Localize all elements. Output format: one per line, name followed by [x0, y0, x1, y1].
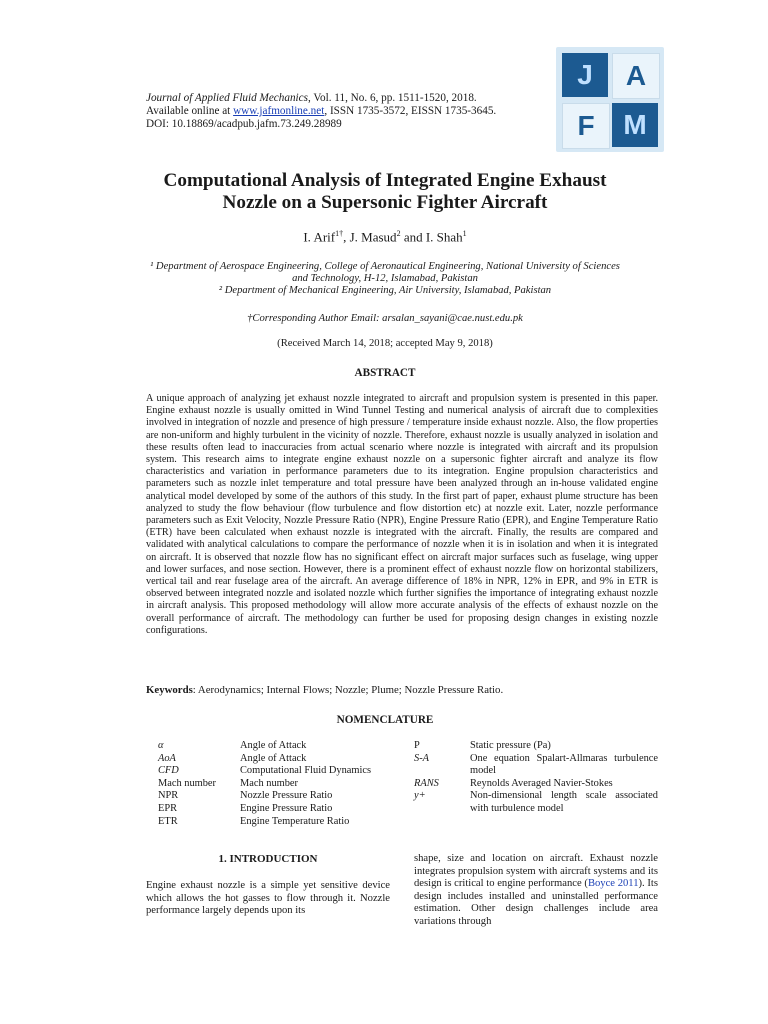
nomenclature-row: AoA Angle of Attack — [158, 752, 307, 764]
nomenclature-row: EPR Engine Pressure Ratio — [158, 802, 333, 814]
affiliations — [146, 261, 624, 298]
introduction-left-text: Engine exhaust nozzle is a simple yet sensitive device which allows the hot gasses to flow through it. Nozzle performance largely depends upon its — [146, 880, 390, 917]
keywords-text: : Aerodynamics; Internal Flows; Nozzle; Plume; Nozzle Pressure Ratio. — [192, 684, 504, 696]
logo-letter-a: A — [612, 53, 660, 99]
introduction-heading: 1. INTRODUCTION — [218, 853, 318, 865]
author-2: , J. Masud — [343, 229, 397, 245]
nomenclature-heading: NOMENCLATURE — [336, 714, 434, 726]
nomenclature-right — [414, 740, 658, 816]
journal-volume: , Vol. 11, No. 6, pp. 1511-1520, 2018. — [307, 92, 477, 104]
affiliation-2: ² Department of Mechanical Engineering, Air University, Islamabad, Pakistan — [218, 285, 552, 297]
journal-link[interactable]: www.jafmonline.net — [233, 105, 325, 117]
author-1: I. Arif — [303, 229, 336, 245]
nomenclature-row: Mach number Mach number — [158, 777, 298, 789]
abstract-text: A unique approach of analyzing jet exhaust nozzle integrated to aircraft and propulsion system is presented in this paper. Engine exhaust nozzle is usually omitted in Wind Tunnel Testing and numerical analysis of aircraft due to complexities involved in integration of nozzle and presence of high pressure / temperature inside exhaust nozzle. Also, the flow properties are non-uniform and highly turbulent in the vicinity of nozzle. Therefore, exhaust nozzle is usually analyzed in isolation and these results often lead to inaccuracies from actual scenario where nozzle is integrated with aircraft and its propulsion system. This research aims to integrate engine exhaust nozzle on a supersonic fighter aircraft and analyze its flow characteristics and variation in performance parameters due to its integration. Engine propulsion characteristics and parameters such as nozzle inlet temperature and total pressure have been analyzed through an in-house validated engine analytical model developed by some of the authors of this study. In the first part of paper, exhaust plume structure has been analyzed to study the flow behaviour (flow turbulence and flow distortion etc) at nozzle exit. Later, nozzle performance parameters such as Exit Velocity, Nozzle Pressure Ratio (NPR), Engine Pressure Ratio (EPR), and Engine Temperature Ratio (ETR) have been calculated when exhaust nozzle is integrated with the aircraft. Finally, the results are compared and validated with analytical calculations to compare the performance of nozzle when it is in isolation and when it is integrated on aircraft. It is observed that nozzle flow has no significant effect on aircraft major surfaces such as fuselage, wing upper and lower surfaces, and nose section. However, there is a prominent effect of exhaust nozzle flow on horizontal stabilizers, vertical tail and rear fuselage area of the aircraft. An average difference of 18% in NPR, 12% in EPR, and 9% in ETR is observed between integrated nozzle and isolated nozzle which further signifies the importance of integrating exhaust nozzle in aircraft analysis. This proposed methodology will allow more accurate analysis of the effects of exhaust nozzle on the overall performance of aircraft. The methodology can further be used for proposing design changes in existing nozzle configurations. — [146, 393, 658, 636]
nomenclature-row: α Angle of Attack — [158, 740, 307, 751]
nomenclature-left — [158, 740, 371, 828]
introduction-right-text: shape, size and location on aircraft. Exhaust nozzle integrates propulsion system with aircraft systems and its design is critical to engine performance (Boyce 2011). Its design includes installed and uninstalled performance estimation. Other design challenges include area variations through — [414, 853, 658, 927]
nomenclature-row: ETR Engine Temperature Ratio — [158, 815, 350, 827]
doi: DOI: 10.18869/acadpub.jafm.73.249.28989 — [146, 118, 342, 130]
affiliation-1: ¹ Department of Aerospace Engineering, College of Aeronautical Engineering, National University of Sciences and Technology, H-12, Islamabad, Pakistan — [150, 261, 620, 285]
logo-letter-f: F — [562, 103, 610, 149]
journal-name: Journal of Applied Fluid Mechanics — [146, 92, 308, 104]
citation-link[interactable]: Boyce 2011 — [587, 878, 639, 890]
corresponding-author: †Corresponding Author Email: arsalan_sayani@cae.nust.edu.pk — [247, 313, 523, 324]
author-3: and I. Shah — [400, 229, 463, 245]
nomenclature-row: S-A One equation Spalart-Allmaras turbulence model — [414, 752, 658, 777]
received-dates: (Received March 14, 2018; accepted May 9, 2018) — [277, 338, 493, 349]
abstract-heading: ABSTRACT — [354, 367, 416, 379]
author-2-sup: 2 — [396, 229, 401, 238]
keywords — [146, 684, 658, 696]
nomenclature-row: y+ Non-dimensional length scale associated with turbulence model — [414, 790, 658, 814]
jafm-logo — [556, 47, 664, 152]
paper-title: Computational Analysis of Integrated Engine Exhaust Nozzle on a Supersonic Fighter Aircraft — [163, 170, 607, 213]
keywords-label: Keywords — [146, 684, 193, 696]
author-3-sup: 1 — [462, 229, 467, 238]
logo-letter-m: M — [612, 103, 658, 147]
available-prefix: Available online at — [146, 105, 234, 117]
author-1-sup: 1† — [335, 229, 344, 238]
nomenclature-row: CFD Computational Fluid Dynamics — [158, 765, 372, 777]
journal-info — [146, 92, 496, 131]
logo-letter-j: J — [562, 53, 608, 97]
author-list — [146, 229, 624, 245]
issn-text: , ISSN 1735-3572, EISSN 1735-3645. — [324, 105, 497, 117]
nomenclature-row: P Static pressure (Pa) — [414, 740, 551, 751]
nomenclature-row: NPR Nozzle Pressure Ratio — [158, 790, 333, 802]
nomenclature-row: RANS Reynolds Averaged Navier-Stokes — [414, 777, 613, 789]
